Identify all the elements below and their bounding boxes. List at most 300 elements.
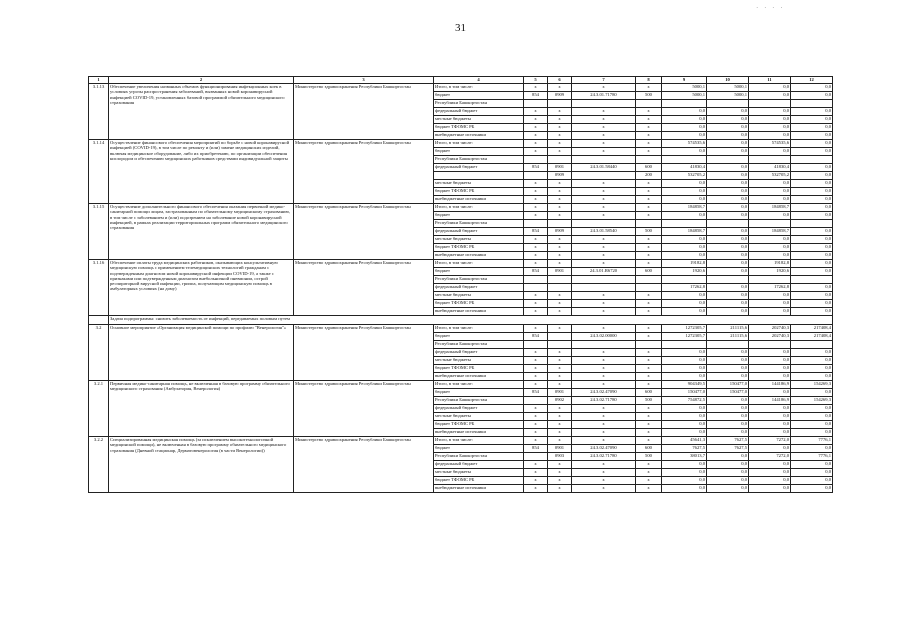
cell-year-3: 0,0	[791, 124, 833, 132]
table-row	[89, 204, 833, 212]
cell-total: 45641,3	[662, 437, 707, 445]
cell-grbs: x	[524, 204, 548, 212]
cell-csr: x	[572, 140, 636, 148]
funding-source: федеральный бюджет	[434, 284, 524, 292]
cell-csr	[572, 284, 636, 292]
item-description: Обеспечение увеличения названных объемов функционирования инфекционных коек в условиях угрозы распространения заболеваний, вызванных новой коронавирусной инфекцией COVID-19, установленных базовой программой обязательного медицинского страхования	[109, 84, 294, 140]
cell-csr: x	[572, 84, 636, 92]
cell-rzpr: x	[548, 373, 572, 381]
cell-year-2: 574535,6	[749, 140, 791, 148]
cell-csr	[572, 341, 636, 349]
cell-vr: 600	[636, 164, 662, 172]
funding-source: Республики Башкортостан	[434, 453, 524, 461]
cell-grbs: 854	[524, 92, 548, 100]
cell-csr: 24.3.02.47090	[572, 445, 636, 453]
cell-year-1: 0,0	[707, 244, 749, 252]
funding-source: Итого, в том числе:	[434, 204, 524, 212]
column-header: 1	[89, 77, 109, 84]
cell-year-1: 0,0	[707, 413, 749, 421]
item-description: Специализированная медицинская помощь (за исключением высокотехнологичной медицинской помощи), не включенная в базовую программу обязательного медицинского страхования (Дневной стационар, Дерматовенерология (в части Венерологии))	[109, 437, 294, 493]
cell-vr: x	[636, 437, 662, 445]
cell-total: 0,0	[662, 196, 707, 204]
funding-source: бюджет	[434, 389, 524, 397]
funding-source: Республики Башкортостан	[434, 100, 524, 108]
item-number: 3.2	[89, 325, 109, 381]
cell-year-1: 0,0	[707, 284, 749, 292]
cell-year-1: 0,0	[707, 421, 749, 429]
cell-vr: x	[636, 421, 662, 429]
cell-rzpr: 0909	[548, 228, 572, 236]
cell-rzpr	[548, 220, 572, 228]
cell-csr: x	[572, 204, 636, 212]
cell-grbs: x	[524, 349, 548, 357]
cell-vr: x	[636, 485, 662, 493]
cell-grbs: x	[524, 108, 548, 116]
funding-source: бюджет ТФОМС РБ	[434, 421, 524, 429]
cell-year-1: 0,0	[707, 260, 749, 268]
column-header: 12	[791, 77, 833, 84]
cell-rzpr: 0902	[548, 397, 572, 405]
cell-rzpr: x	[548, 308, 572, 316]
cell-rzpr: x	[548, 413, 572, 421]
funding-source: местные бюджеты	[434, 413, 524, 421]
cell-year-3	[791, 156, 833, 164]
cell-vr: x	[636, 429, 662, 437]
cell-grbs: 854	[524, 164, 548, 172]
cell-rzpr: 0901	[548, 389, 572, 397]
cell-rzpr: x	[548, 236, 572, 244]
cell-csr: x	[572, 300, 636, 308]
cell-total: 38013,7	[662, 453, 707, 461]
cell-year-3	[791, 341, 833, 349]
cell-total: 0,0	[662, 292, 707, 300]
cell-rzpr: x	[548, 325, 572, 333]
cell-grbs: x	[524, 132, 548, 140]
cell-year-2: 202740,3	[749, 333, 791, 341]
cell-year-2: 0,0	[749, 365, 791, 373]
cell-total: 0,0	[662, 252, 707, 260]
cell-year-1: 0,0	[707, 108, 749, 116]
cell-year-1: 0,0	[707, 397, 749, 405]
page-number: 31	[455, 22, 466, 34]
cell-total	[662, 341, 707, 349]
cell-year-2: 0,0	[749, 373, 791, 381]
cell-year-1: 0,0	[707, 228, 749, 236]
funding-source: внебюджетные источники	[434, 252, 524, 260]
cell-year-1: 0,0	[707, 196, 749, 204]
cell-year-3: 0,0	[791, 349, 833, 357]
cell-rzpr: x	[548, 357, 572, 365]
cell-year-1	[707, 156, 749, 164]
cell-vr: x	[636, 381, 662, 389]
cell-rzpr: x	[548, 292, 572, 300]
item-executor: Министерство здравоохранения Республики Башкортостан	[294, 84, 434, 140]
cell-grbs: x	[524, 188, 548, 196]
column-header: 9	[662, 77, 707, 84]
cell-grbs: 854	[524, 389, 548, 397]
cell-year-2: 0,0	[749, 252, 791, 260]
cell-year-1	[707, 100, 749, 108]
cell-grbs	[524, 156, 548, 164]
cell-total: 17262,8	[662, 284, 707, 292]
cell-year-3: 0,0	[791, 132, 833, 140]
cell-year-1: 211115,6	[707, 325, 749, 333]
cell-year-3: 0,0	[791, 108, 833, 116]
cell-csr: x	[572, 461, 636, 469]
funding-source: внебюджетные источники	[434, 373, 524, 381]
funding-source	[434, 172, 524, 180]
item-description: Осуществление дополнительного финансового обеспечения оказания первичной медико-санитарной помощи лицам, застрахованным по обязательному медицинскому страхованию, в том числе с заболеванием и (или) подозрением на заболевание новой коронавирусной инфекцией, в рамках реализации территориальных программ обязательного медицинского страхования	[109, 204, 294, 260]
cell-year-3: 0,0	[791, 116, 833, 124]
cell-total: 19182,8	[662, 260, 707, 268]
cell-rzpr: 0901	[548, 268, 572, 276]
cell-total: 0,0	[662, 236, 707, 244]
column-header: 10	[707, 77, 749, 84]
cell-year-2: 0,0	[749, 308, 791, 316]
cell-year-2: 0,0	[749, 300, 791, 308]
cell-year-1: 0,0	[707, 140, 749, 148]
cell-csr: x	[572, 212, 636, 220]
cell-vr: x	[636, 148, 662, 156]
cell-year-1: 0,0	[707, 469, 749, 477]
cell-rzpr: 0909	[548, 172, 572, 180]
cell-grbs: x	[524, 325, 548, 333]
cell-year-2: 0,0	[749, 132, 791, 140]
cell-vr: 600	[636, 268, 662, 276]
item-description: Осуществление финансового обеспечения мероприятий по борьбе с новой коронавирусной инфекцией (COVID-19), в том числе по ремонту и (или) замене медицинских изделий, включая медицинское оборудование, либо их приобретению, по организации обеспечения кислородом и обеспечению медицинских работников средствами индивидуальной защиты	[109, 140, 294, 204]
funding-source: Республики Башкортостан	[434, 397, 524, 405]
funding-source: местные бюджеты	[434, 357, 524, 365]
cell-year-2: 0,0	[749, 292, 791, 300]
cell-year-3: 0,0	[791, 252, 833, 260]
cell-vr: x	[636, 405, 662, 413]
cell-year-2: 0,0	[749, 349, 791, 357]
cell-year-2: 0,0	[749, 429, 791, 437]
cell-csr: x	[572, 437, 636, 445]
cell-csr: x	[572, 252, 636, 260]
cell-grbs	[524, 100, 548, 108]
cell-year-1: 0,0	[707, 172, 749, 180]
cell-year-1: 0,0	[707, 204, 749, 212]
cell-total: 0,0	[662, 188, 707, 196]
cell-year-2: 0,0	[749, 116, 791, 124]
cell-year-3: 0,0	[791, 204, 833, 212]
cell-grbs: x	[524, 84, 548, 92]
table-row	[89, 381, 833, 389]
cell-rzpr: x	[548, 124, 572, 132]
cell-csr: x	[572, 405, 636, 413]
cell-grbs	[524, 172, 548, 180]
cell-year-3: 0,0	[791, 212, 833, 220]
cell-year-1: 0,0	[707, 485, 749, 493]
cell-year-3: 217408,4	[791, 325, 833, 333]
cell-grbs: x	[524, 196, 548, 204]
cell-vr	[636, 284, 662, 292]
cell-year-1: 0,0	[707, 212, 749, 220]
cell-vr: x	[636, 188, 662, 196]
cell-year-2: 0,0	[749, 413, 791, 421]
cell-year-3: 0,0	[791, 92, 833, 100]
cell-csr: x	[572, 180, 636, 188]
cell-year-3: 0,0	[791, 485, 833, 493]
column-number-row	[89, 77, 833, 84]
funding-source: Итого, в том числе:	[434, 325, 524, 333]
cell-year-2: 0,0	[749, 124, 791, 132]
cell-grbs: x	[524, 405, 548, 413]
cell-rzpr: x	[548, 84, 572, 92]
cell-grbs: x	[524, 148, 548, 156]
cell-year-2: 7272,0	[749, 453, 791, 461]
funding-source: Итого, в том числе:	[434, 140, 524, 148]
cell-rzpr: x	[548, 300, 572, 308]
cell-vr: x	[636, 140, 662, 148]
cell-year-1: 7627,5	[707, 437, 749, 445]
cell-vr	[636, 100, 662, 108]
cell-vr: x	[636, 116, 662, 124]
funding-source: бюджет ТФОМС РБ	[434, 124, 524, 132]
funding-source: федеральный бюджет	[434, 108, 524, 116]
cell-total: 0,0	[662, 244, 707, 252]
cell-csr: x	[572, 381, 636, 389]
cell-grbs: x	[524, 124, 548, 132]
cell-year-2: 19182,8	[749, 260, 791, 268]
column-header: 4	[434, 77, 524, 84]
funding-source: Итого, в том числе:	[434, 437, 524, 445]
cell-csr: x	[572, 357, 636, 365]
cell-year-3: 0,0	[791, 148, 833, 156]
cell-year-1	[707, 276, 749, 284]
cell-csr: 24.3.02.00000	[572, 333, 636, 341]
cell-total: 0,0	[662, 405, 707, 413]
cell-year-1: 7627,5	[707, 445, 749, 453]
cell-year-1: 150477,0	[707, 389, 749, 397]
cell-total: 0,0	[662, 116, 707, 124]
cell-year-3: 0,0	[791, 389, 833, 397]
cell-csr: x	[572, 349, 636, 357]
cell-year-3: 0,0	[791, 365, 833, 373]
funding-source: внебюджетные источники	[434, 485, 524, 493]
cell-rzpr: x	[548, 204, 572, 212]
funding-source: Итого, в том числе:	[434, 84, 524, 92]
cell-year-1: 0,0	[707, 300, 749, 308]
cell-vr: x	[636, 292, 662, 300]
cell-csr: 24.3.02.71780	[572, 397, 636, 405]
cell-total: 0,0	[662, 477, 707, 485]
cell-csr: x	[572, 188, 636, 196]
item-number: 3.2.1	[89, 381, 109, 437]
cell-year-2	[749, 276, 791, 284]
cell-grbs	[524, 341, 548, 349]
cell-rzpr: x	[548, 108, 572, 116]
cell-grbs: x	[524, 381, 548, 389]
cell-total	[662, 100, 707, 108]
cell-total: 0,0	[662, 421, 707, 429]
cell-rzpr: x	[548, 405, 572, 413]
cell-year-1: 150477,0	[707, 381, 749, 389]
item-number: 3.1.15	[89, 204, 109, 260]
cell-total: 0,0	[662, 148, 707, 156]
table-row	[89, 140, 833, 148]
cell-total: 0,0	[662, 365, 707, 373]
section-number-cell	[89, 316, 109, 325]
cell-rzpr: x	[548, 437, 572, 445]
cell-total: 904349,5	[662, 381, 707, 389]
funding-source: бюджет	[434, 92, 524, 100]
cell-year-3: 0,0	[791, 292, 833, 300]
table-body	[89, 77, 833, 493]
cell-total: 0,0	[662, 357, 707, 365]
cell-year-3: 0,0	[791, 284, 833, 292]
cell-year-2: 0,0	[749, 405, 791, 413]
cell-year-1: 0,0	[707, 236, 749, 244]
cell-year-3: 0,0	[791, 308, 833, 316]
cell-grbs: x	[524, 300, 548, 308]
cell-year-2: 17262,8	[749, 284, 791, 292]
cell-year-2	[749, 220, 791, 228]
cell-vr: x	[636, 300, 662, 308]
cell-csr: x	[572, 429, 636, 437]
funding-source: бюджет ТФОМС РБ	[434, 365, 524, 373]
cell-vr: 200	[636, 172, 662, 180]
cell-grbs	[524, 397, 548, 405]
funding-source: бюджет	[434, 445, 524, 453]
cell-vr: x	[636, 236, 662, 244]
cell-year-2: 184858,7	[749, 228, 791, 236]
cell-csr: x	[572, 148, 636, 156]
funding-source: местные бюджеты	[434, 469, 524, 477]
cell-year-3: 154269,3	[791, 397, 833, 405]
cell-grbs: x	[524, 140, 548, 148]
cell-year-2: 0,0	[749, 469, 791, 477]
table-row	[89, 84, 833, 92]
cell-grbs: x	[524, 429, 548, 437]
cell-year-3: 0,0	[791, 260, 833, 268]
cell-year-2: 0,0	[749, 236, 791, 244]
cell-grbs: x	[524, 477, 548, 485]
column-header: 7	[572, 77, 636, 84]
cell-total: 0,0	[662, 108, 707, 116]
cell-rzpr	[548, 341, 572, 349]
cell-year-3: 154269,3	[791, 381, 833, 389]
cell-year-2: 41830,4	[749, 164, 791, 172]
cell-rzpr: 0901	[548, 445, 572, 453]
cell-total: 0,0	[662, 461, 707, 469]
cell-year-1: 0,0	[707, 429, 749, 437]
cell-total: 0,0	[662, 349, 707, 357]
cell-rzpr: x	[548, 260, 572, 268]
item-description: Обеспечение оплаты труда медицинских работников, оказывающих консультативную медицинскую помощь с применением телемедицинских технологий гражданам с подтвержденным диагнозом новой коронавирусной инфекции COVID-19, а также с признаками или подтвержденным диагнозом внебольничной пневмонии, острой респираторной вирусной инфекции, гриппа, получающим медицинскую помощь в амбулаторных условиях (на дому)	[109, 260, 294, 316]
item-number: 3.1.16	[89, 260, 109, 316]
cell-vr: x	[636, 108, 662, 116]
cell-vr: 500	[636, 397, 662, 405]
funding-source: бюджет	[434, 212, 524, 220]
cell-year-3: 0,0	[791, 357, 833, 365]
cell-vr: x	[636, 461, 662, 469]
cell-total: 41830,4	[662, 164, 707, 172]
cell-grbs: x	[524, 308, 548, 316]
cell-rzpr: x	[548, 485, 572, 493]
cell-year-1: 0,0	[707, 405, 749, 413]
item-executor: Министерство здравоохранения Республики Башкортостан	[294, 437, 434, 493]
cell-csr: x	[572, 116, 636, 124]
cell-year-1	[707, 220, 749, 228]
cell-year-3	[791, 276, 833, 284]
column-header: 2	[109, 77, 294, 84]
cell-vr	[636, 341, 662, 349]
cell-year-1: 0,0	[707, 132, 749, 140]
cell-year-1: 0,0	[707, 461, 749, 469]
cell-csr: x	[572, 124, 636, 132]
cell-total	[662, 220, 707, 228]
cell-year-2: 0,0	[749, 445, 791, 453]
cell-vr: x	[636, 196, 662, 204]
cell-year-1: 5000,1	[707, 92, 749, 100]
cell-rzpr: x	[548, 188, 572, 196]
cell-total: 150477,0	[662, 389, 707, 397]
funding-source: местные бюджеты	[434, 236, 524, 244]
cell-rzpr: x	[548, 148, 572, 156]
cell-vr: x	[636, 357, 662, 365]
cell-vr: x	[636, 413, 662, 421]
cell-vr: x	[636, 373, 662, 381]
item-number: 3.2.2	[89, 437, 109, 493]
cell-year-2: 144186,9	[749, 397, 791, 405]
cell-total: 7627,5	[662, 445, 707, 453]
funding-source: местные бюджеты	[434, 180, 524, 188]
cell-grbs: 854	[524, 445, 548, 453]
cell-year-2: 0,0	[749, 212, 791, 220]
cell-rzpr: x	[548, 196, 572, 204]
cell-grbs: 854	[524, 268, 548, 276]
cell-vr: x	[636, 333, 662, 341]
cell-year-3: 0,0	[791, 421, 833, 429]
cell-grbs	[524, 220, 548, 228]
cell-total: 5000,1	[662, 92, 707, 100]
cell-rzpr: x	[548, 429, 572, 437]
cell-year-1: 0,0	[707, 268, 749, 276]
cell-total: 0,0	[662, 180, 707, 188]
cell-rzpr: x	[548, 469, 572, 477]
funding-source: местные бюджеты	[434, 292, 524, 300]
funding-source: Республики Башкортостан	[434, 276, 524, 284]
cell-year-2: 532705,2	[749, 172, 791, 180]
funding-source: внебюджетные источники	[434, 132, 524, 140]
cell-year-2: 0,0	[749, 180, 791, 188]
cell-vr: x	[636, 204, 662, 212]
cell-csr: x	[572, 308, 636, 316]
cell-csr: x	[572, 236, 636, 244]
cell-total: 184858,7	[662, 228, 707, 236]
cell-rzpr: x	[548, 421, 572, 429]
cell-csr: x	[572, 196, 636, 204]
cell-vr: x	[636, 477, 662, 485]
cell-total: 0,0	[662, 308, 707, 316]
cell-year-3: 217408,4	[791, 333, 833, 341]
cell-year-1: 0,0	[707, 308, 749, 316]
cell-csr: x	[572, 108, 636, 116]
cell-year-1: 0,0	[707, 373, 749, 381]
table-row	[89, 260, 833, 268]
item-description: Первичная медико-санитарная помощь, не включенная в базовую программу обязательного медицинского страхования (Амбулатория, Венерология)	[109, 381, 294, 437]
cell-rzpr: x	[548, 461, 572, 469]
cell-year-2: 7272,0	[749, 437, 791, 445]
funding-source: бюджет	[434, 268, 524, 276]
cell-year-3: 0,0	[791, 84, 833, 92]
cell-vr: x	[636, 469, 662, 477]
section-title: Задача подпрограммы: снизить заболеваемость от инфекций, передаваемых половым путем	[109, 316, 833, 325]
item-executor: Министерство здравоохранения Республики Башкортостан	[294, 204, 434, 260]
cell-csr: x	[572, 292, 636, 300]
